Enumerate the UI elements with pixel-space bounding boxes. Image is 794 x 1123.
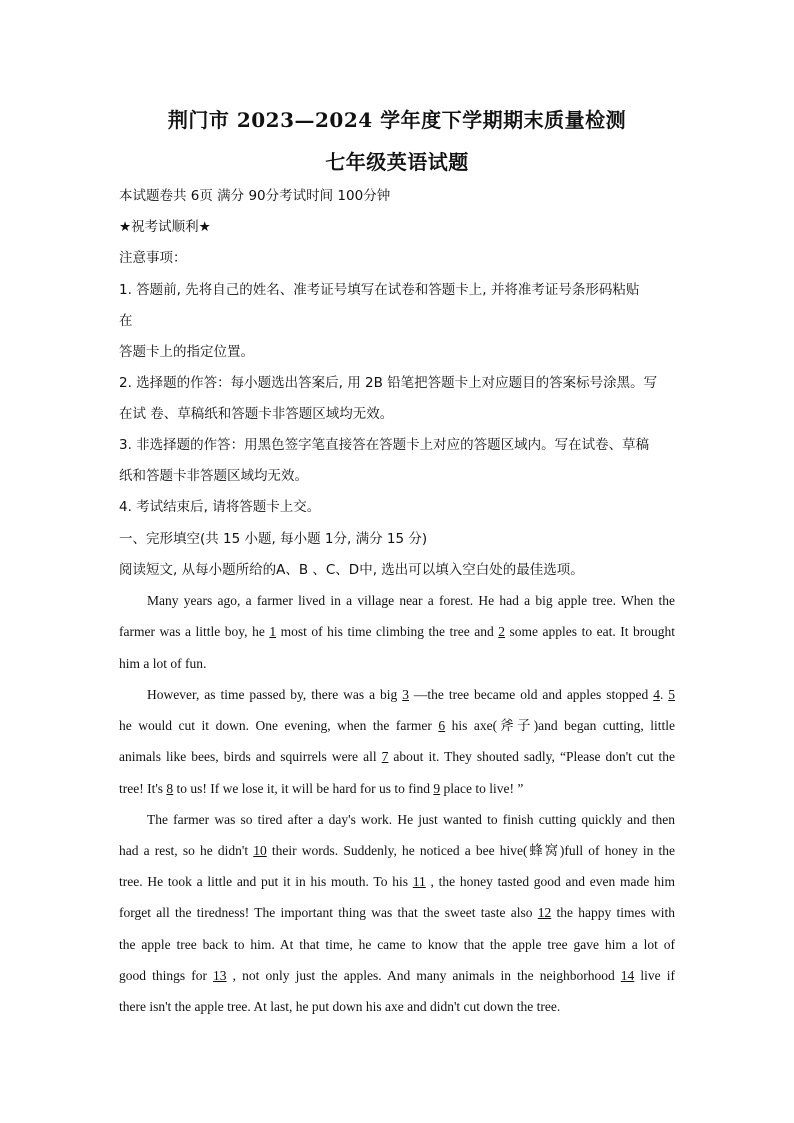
passage-p2-line-1: [147, 686, 675, 704]
note-3-line-1: 3. 非选择题的作答：用黑色签字笔直接答在答题卡上对应的答题区域内。写在试卷、草稿: [119, 437, 650, 453]
exam-title: 荆门市 2023—2024 学年度下学期期末质量检测: [167, 108, 627, 132]
passage-text: he would cut it down. One evening, when the farmer: [119, 718, 439, 733]
passage-text: about it. They shouted sadly, “Please don't cut the: [388, 749, 675, 764]
blank-11: 11: [412, 874, 426, 889]
passage-p1-line-2: [119, 623, 675, 641]
blank-13: 13: [213, 968, 227, 983]
passage-text: live if: [634, 968, 675, 983]
passage-text: most of his time climbing the tree and: [276, 624, 499, 639]
passage-text: However, as time passed by, there was a big: [147, 687, 403, 702]
blank-2: 2: [498, 624, 506, 639]
passage-p2-line-3: [119, 748, 675, 766]
passage-text: place to live! ”: [440, 781, 524, 796]
passage-text: , not only just the apples. And many animals in the neighborhood: [226, 968, 621, 983]
blank-12: 12: [537, 905, 552, 920]
passage-text: some apples to eat. It brought: [505, 624, 675, 639]
blank-7: 7: [381, 749, 389, 764]
passage-text: farmer was a little boy, he: [119, 624, 270, 639]
note-1-line-2: 在: [119, 313, 133, 329]
note-2-line-1: 2. 选择题的作答：每小题选出答案后, 用 2B 铅笔把答题卡上对应题目的答案标号涂黑。写: [119, 375, 658, 391]
passage-text: his axe(斧子)and began cutting, little: [445, 718, 675, 733]
passage-text: animals like bees, birds and squirrels were all: [119, 749, 382, 764]
note-1-line-1: 1. 答题前, 先将自己的姓名、准考证号填写在试卷和答题卡上, 并将准考证号条形码粘贴: [119, 282, 640, 298]
passage-text: good things for: [119, 968, 214, 983]
blank-1: 1: [269, 624, 277, 639]
passage-p3-line-1: The farmer was so tired after a day's work. He just wanted to finish cutting quickly and then: [147, 812, 675, 827]
passage-p3-line-6: [119, 967, 675, 985]
note-3-line-2: 纸和答题卡非答题区域均无效。: [119, 468, 308, 484]
passage-text: tree. He took a little and put it in his mouth. To his: [119, 874, 413, 889]
note-4: 4. 考试结束后, 请将答题卡上交。: [119, 499, 321, 515]
passage-text: to us! If we lose it, it will be hard for us to find: [173, 781, 434, 796]
blank-3: 3: [402, 687, 409, 702]
passage-text: forget all the tiredness! The important thing was that the sweet taste also: [119, 905, 538, 920]
passage-p3-line-3: [119, 873, 675, 891]
passage-p3-line-4: [119, 904, 675, 922]
passage-p3-line-2: [119, 842, 675, 860]
passage-p2-line-2: [119, 717, 675, 735]
note-1-line-3: 答题卡上的指定位置。: [119, 344, 254, 360]
exam-info: 本试题卷共 6页 满分 90分考试时间 100分钟: [119, 188, 391, 204]
passage-p1-line-1: Many years ago, a farmer lived in a village near a forest. He had a big apple tree. When the: [147, 593, 675, 608]
passage-p1-line-3: him a lot of fun.: [119, 656, 207, 671]
blank-5: 5: [668, 687, 676, 702]
passage-text: , the honey tasted good and even made him: [425, 874, 676, 889]
passage-text: .: [659, 687, 669, 702]
blank-10: 10: [253, 843, 267, 858]
good-luck-line: ★祝考试顺利★: [119, 219, 211, 235]
blank-6: 6: [438, 718, 446, 733]
passage-text: tree! It's: [119, 781, 167, 796]
passage-text: their words. Suddenly, he noticed a bee hive(蜂窝)full of honey in the: [266, 843, 676, 858]
passage-p3-line-5: the apple tree back to him. At that time, he came to know that the apple tree gave him a lot of: [119, 937, 675, 952]
exam-subtitle: 七年级英语试题: [325, 150, 469, 174]
notes-heading: 注意事项：: [119, 250, 187, 266]
blank-8: 8: [166, 781, 174, 796]
blank-4: 4: [653, 687, 660, 702]
blank-14: 14: [620, 968, 635, 983]
passage-p2-line-4: [119, 780, 675, 798]
section-instruction: 阅读短文, 从每小题所给的A、B 、C、D中, 选出可以填入空白处的最佳选项。: [119, 562, 584, 578]
passage-p3-line-7: there isn't the apple tree. At last, he put down his axe and didn't cut down the tree.: [119, 999, 561, 1014]
passage-text: had a rest, so he didn't: [119, 843, 254, 858]
passage-text: —the tree became old and apples stopped: [408, 687, 654, 702]
section-heading: 一、完形填空(共 15 小题, 每小题 1分, 满分 15 分): [119, 531, 428, 547]
note-2-line-2: 在试 卷、草稿纸和答题卡非答题区域均无效。: [119, 406, 394, 422]
passage-text: the happy times with: [551, 905, 675, 920]
blank-9: 9: [433, 781, 441, 796]
